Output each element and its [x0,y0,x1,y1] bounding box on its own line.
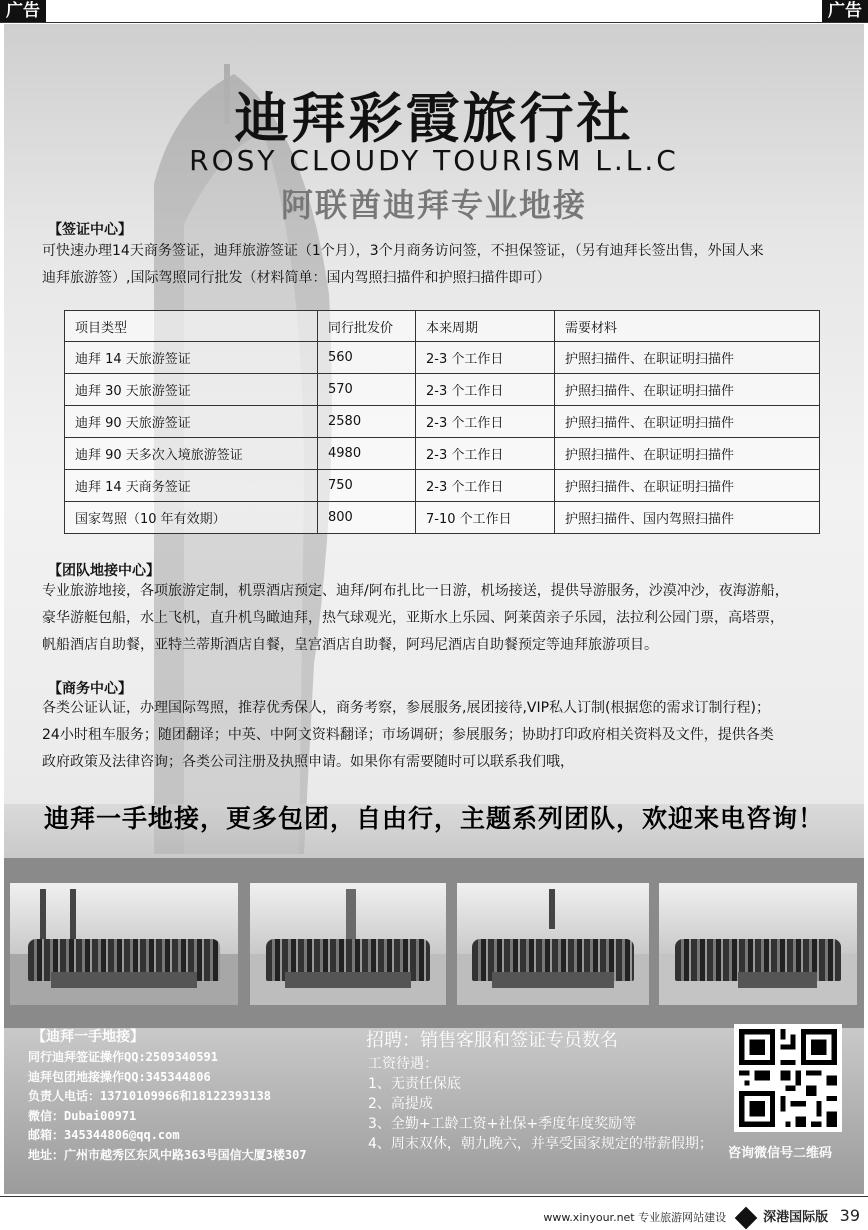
cell-materials: 护照扫描件、在职证明扫描件 [555,406,820,438]
cell-item: 国家驾照（10 年有效期） [65,502,318,534]
footer-brand: 深港国际版 [763,1210,829,1225]
publication-logo-icon [734,1207,757,1230]
recruit-item: 2、高提成 [368,1096,433,1112]
visa-price-table [64,310,820,534]
cell-materials: 护照扫描件、国内驾照扫描件 [555,502,820,534]
recruit-item: 4、周末双休，朝九晚六，并享受国家规定的带薪假期； [368,1136,713,1152]
contact-visa-qq: 同行迪拜签证操作QQ:2509340591 [28,1050,218,1064]
qr-caption: 咨询微信号二维码 [728,1146,833,1161]
visa-line: 迪拜旅游签）,国际驾照同行批发（材料简单：国内驾照扫描件和护照扫描件即可） [42,270,551,286]
page-footer [543,1206,860,1226]
group-photo-4 [659,883,857,1005]
cell-price: 4980 [318,438,416,470]
top-rule [0,22,868,23]
footer-site: www.xinyour.net 专业旅游网站建设 [543,1211,727,1224]
footer-rule [0,1196,868,1197]
visa-line: 可快速办理14天商务签证，迪拜旅游签证（1个月），3个月商务访问签，不担保签证，（另有迪拜长签出售，外国人来 [42,243,764,259]
cell-period: 7-10 个工作日 [416,502,555,534]
cell-period: 2-3 个工作日 [416,342,555,374]
group-photo-2 [250,883,446,1005]
cell-period: 2-3 个工作日 [416,470,555,502]
team-line: 豪华游艇包船，水上飞机，直升机鸟瞰迪拜，热气球观光，亚斯水上乐园、阿莱茵亲子乐园，法拉利公园门票，高塔票， [42,610,784,626]
business-description [42,695,832,776]
business-heading: 【商务中心】 [48,681,132,697]
cell-item: 迪拜 14 天商务签证 [65,470,318,502]
ad-label-left: 广告 [0,0,46,22]
advert-poster [4,24,864,1194]
ad-label-right: 广告 [822,0,868,22]
cell-item: 迪拜 14 天旅游签证 [65,342,318,374]
recruit-intro: 工资待遇： [368,1056,438,1072]
table-row [65,438,820,470]
header-materials: 需要材料 [555,311,820,342]
contact-tour-qq: 迪拜包团地接操作QQ:345344806 [28,1069,211,1084]
cell-materials: 护照扫描件、在职证明扫描件 [555,342,820,374]
cell-period: 2-3 个工作日 [416,406,555,438]
table-row [65,406,820,438]
header-period: 本来周期 [416,311,555,342]
cell-price: 800 [318,502,416,534]
table-header-row [65,311,820,342]
table-row [65,342,820,374]
header-price: 同行批发价 [318,311,416,342]
cell-materials: 护照扫描件、在职证明扫描件 [555,374,820,406]
contact-phone: 负责人电话：13710109966和18122393138 [28,1089,271,1103]
recruit-item: 3、全勤+工龄工资+社保+季度年度奖励等 [368,1116,637,1132]
header-item-type: 项目类型 [65,311,318,342]
team-heading: 【团队地接中心】 [48,563,160,579]
cell-item: 迪拜 90 天多次入境旅游签证 [65,438,318,470]
recruit-title: 招聘：销售客服和签证专员数名 [366,1030,618,1051]
team-line: 专业旅游地接，各项旅游定制，机票酒店预定、迪拜/阿布扎比一日游，机场接送，提供导游服务，沙漠冲沙，夜海游船， [42,583,789,599]
cell-item: 迪拜 90 天旅游签证 [65,406,318,438]
visa-heading: 【签证中心】 [48,222,132,238]
cell-price: 2580 [318,406,416,438]
contact-address: 地址：广州市越秀区东风中路363号国信大厦3楼307 [28,1147,307,1162]
wechat-qr-code [734,1024,842,1132]
cell-price: 750 [318,470,416,502]
table-row [65,502,820,534]
company-name-en: ROSY CLOUDY TOURISM L.L.C [189,144,679,177]
team-line: 帆船酒店自助餐，亚特兰蒂斯酒店自餐，皇宫酒店自助餐，阿玛尼酒店自助餐预定等迪拜旅游项目。 [42,637,658,653]
recruit-benefits [368,1054,713,1154]
cell-price: 570 [318,374,416,406]
cell-materials: 护照扫描件、在职证明扫描件 [555,438,820,470]
slogan: 迪拜一手地接，更多包团，自由行，主题系列团队，欢迎来电咨询！ [43,804,824,833]
group-photo-3 [457,883,649,1005]
group-photo-strip [4,858,864,1028]
company-name-cn: 迪拜彩霞旅行社 [234,87,634,150]
contact-heading: 【迪拜一手地接】 [32,1029,144,1045]
business-line: 各类公证认证，办理国际驾照，推荐优秀保人，商务考察，参展服务,展团接待,VIP私人订制(根据您的需求订制行程)； [42,700,770,716]
recruit-item: 1、无责任保底 [368,1076,461,1092]
cell-period: 2-3 个工作日 [416,438,555,470]
contact-info [28,1048,307,1165]
cell-period: 2-3 个工作日 [416,374,555,406]
contact-email: 邮箱：345344806@qq.com [28,1128,180,1142]
contact-wechat: 微信：Dubai00971 [28,1108,137,1123]
visa-description [42,238,832,292]
cell-materials: 护照扫描件、在职证明扫描件 [555,470,820,502]
team-description [42,578,832,659]
group-photo-1 [10,883,238,1005]
business-line: 政府政策及法律咨询；各类公司注册及执照申请。如果你有需要随时可以联系我们哦， [42,754,574,770]
company-tagline: 阿联酋迪拜专业地接 [280,186,587,224]
business-line: 24小时租车服务；随团翻译；中英、中阿文资料翻译；市场调研；参展服务；协助打印政府相关资料及文件，提供各类 [42,727,774,743]
table-row [65,470,820,502]
table-row [65,374,820,406]
cell-price: 560 [318,342,416,374]
cell-item: 迪拜 30 天旅游签证 [65,374,318,406]
page-number: 39 [839,1206,860,1225]
